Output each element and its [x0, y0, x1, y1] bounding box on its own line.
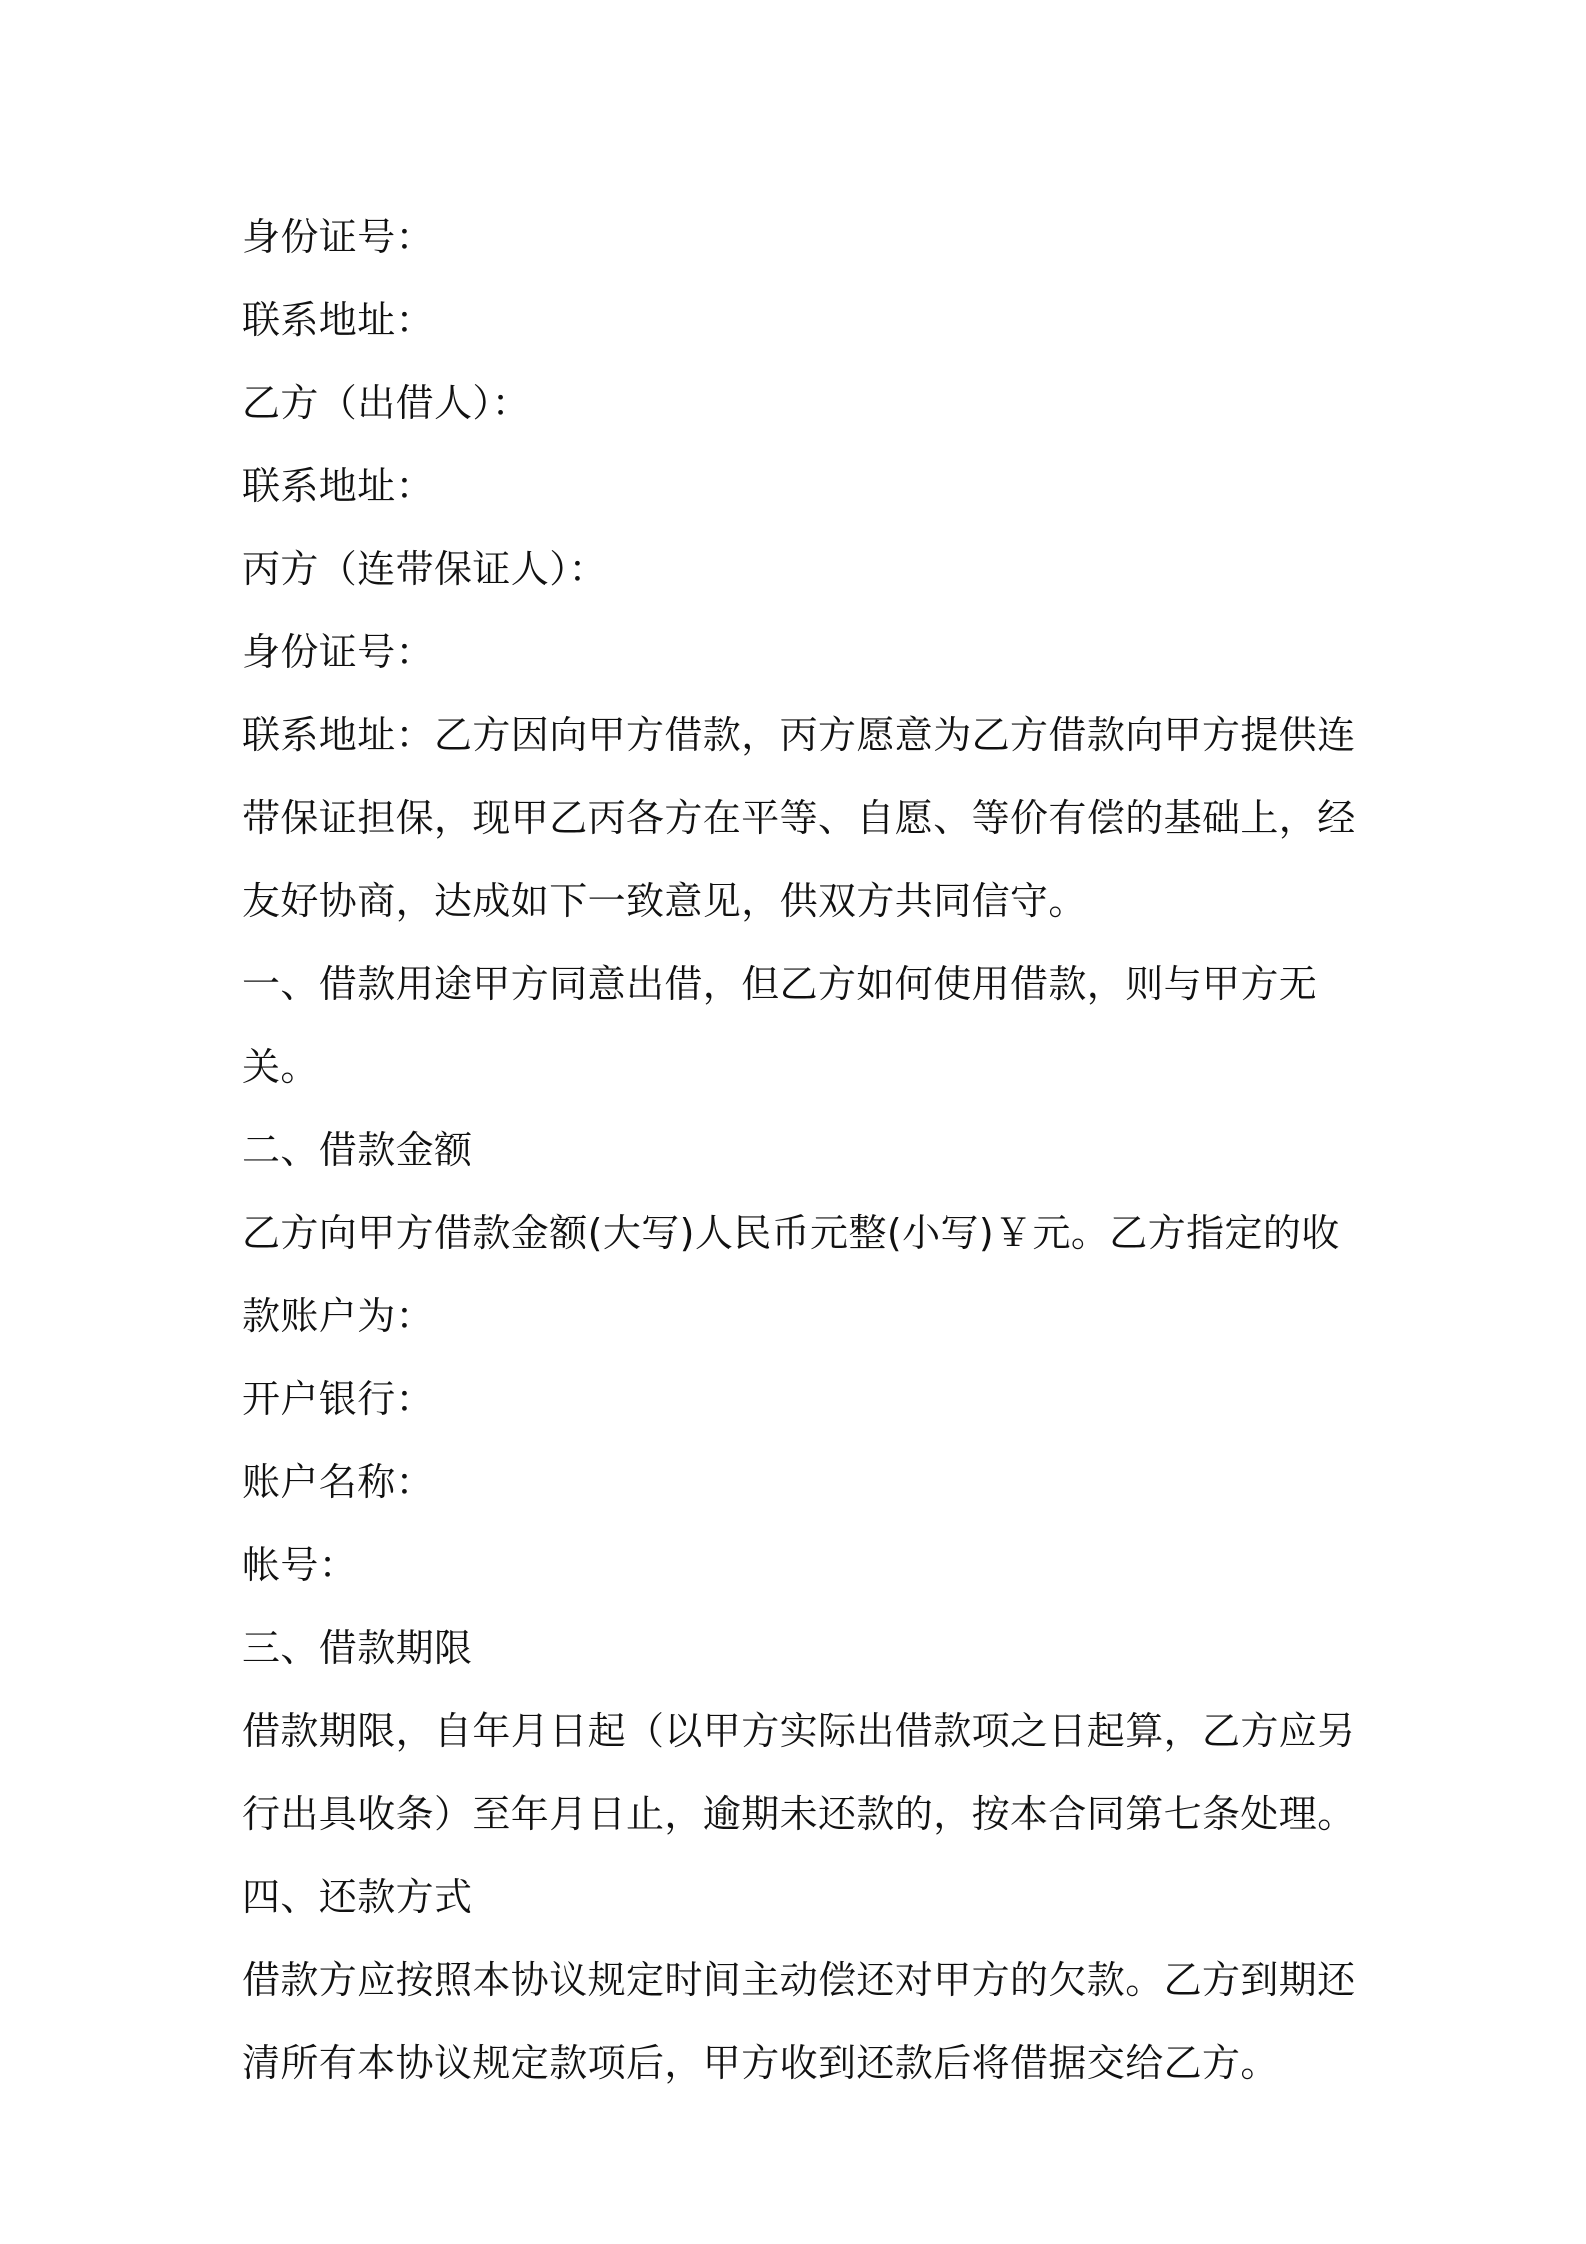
loan-purpose-section: 一、借款用途甲方同意出借，但乙方如何使用借款，则与甲方无关。	[242, 962, 1318, 1089]
bank-name-line: 开户银行：	[242, 1377, 435, 1421]
account-name-line: 账户名称：	[242, 1460, 435, 1504]
id-number-line: 身份证号：	[242, 630, 435, 674]
loan-term-heading: 三、借款期限	[242, 1626, 473, 1670]
loan-amount-paragraph: 乙方向甲方借款金额(大写)人民币元整(小写)￥元。乙方指定的收款账户为：	[242, 1211, 1340, 1338]
repayment-method-paragraph: 借款方应按照本协议规定时间主动偿还对甲方的欠款。乙方到期还清所有本协议规定款项后，甲方收到还款后将借据交给乙方。	[242, 1958, 1356, 2085]
account-number-line: 帐号：	[242, 1543, 358, 1587]
party-c-guarantor-line: 丙方（连带保证人）：	[242, 547, 608, 591]
contact-address-line: 联系地址：	[242, 298, 435, 342]
loan-amount-heading: 二、借款金额	[242, 1128, 473, 1172]
contact-address-line: 联系地址：	[242, 464, 435, 508]
id-number-line: 身份证号：	[242, 215, 435, 259]
party-b-lender-line: 乙方（出借人）：	[242, 381, 531, 425]
document-body	[242, 196, 1362, 2105]
repayment-method-heading: 四、还款方式	[242, 1875, 473, 1919]
guarantee-intro-paragraph: 联系地址：乙方因向甲方借款，丙方愿意为乙方借款向甲方提供连带保证担保，现甲乙丙各方在平等、自愿、等价有偿的基础上，经友好协商，达成如下一致意见，供双方共同信守。	[242, 713, 1356, 923]
loan-term-paragraph: 借款期限，自年月日起（以甲方实际出借款项之日起算，乙方应另行出具收条）至年月日止，逾期未还款的，按本合同第七条处理。	[242, 1709, 1356, 1836]
